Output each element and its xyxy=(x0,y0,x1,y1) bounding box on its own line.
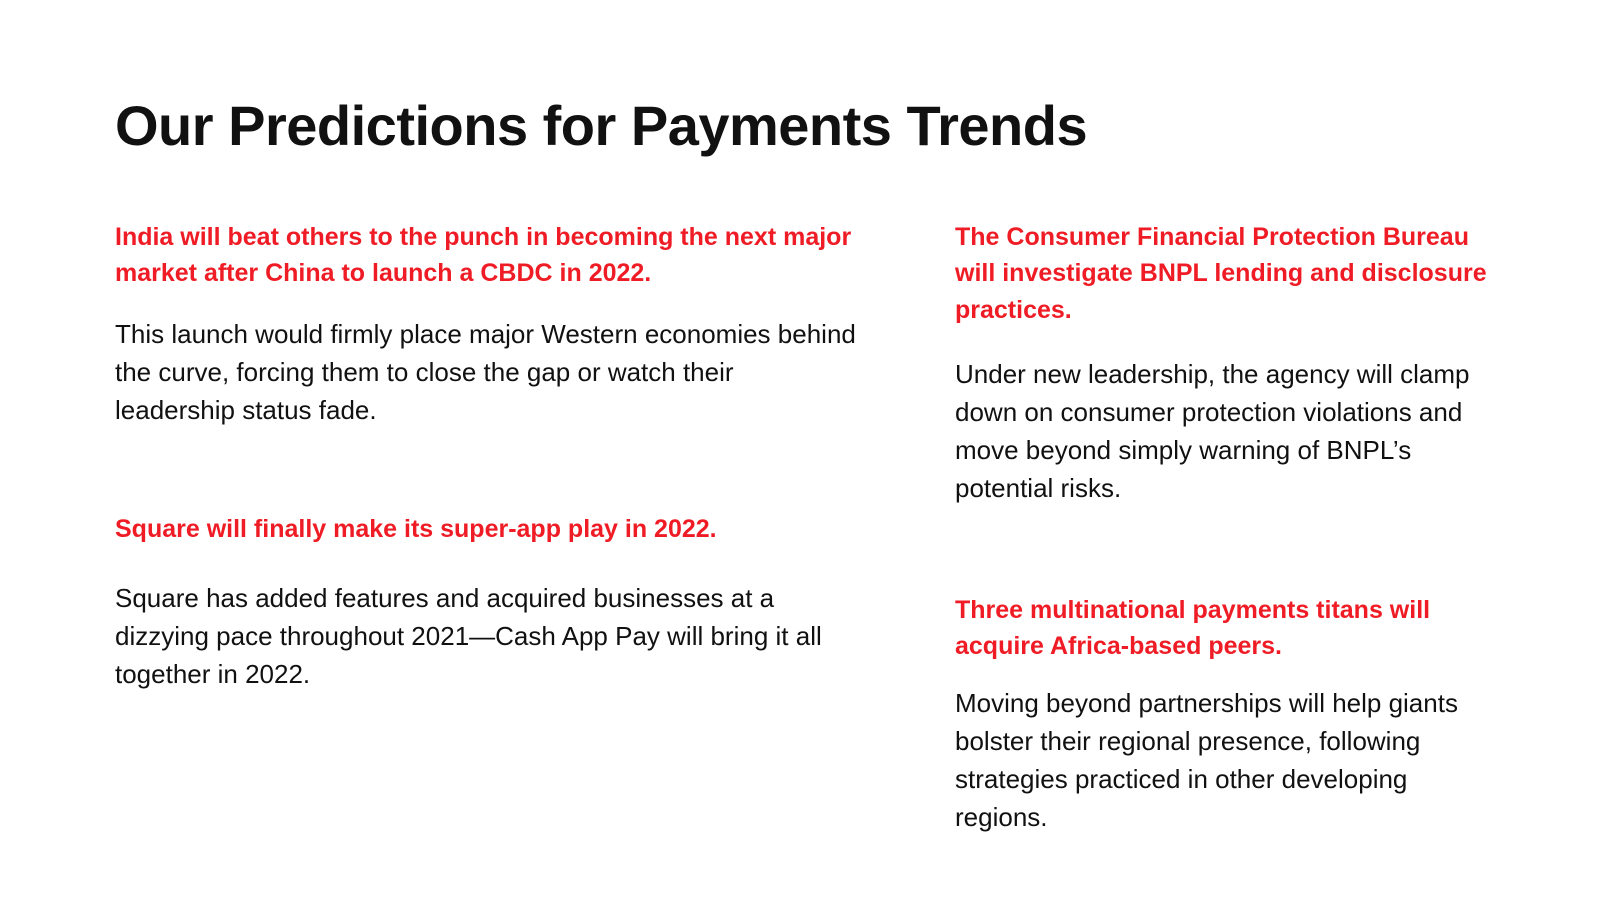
prediction-card xyxy=(115,511,860,693)
prediction-heading: The Consumer Financial Protection Bureau will investigate BNPL lending and disclosure practices. xyxy=(955,222,1487,324)
prediction-heading: Square will finally make its super-app play in 2022. xyxy=(115,515,717,544)
prediction-card xyxy=(955,592,1490,837)
prediction-heading: India will beat others to the punch in becoming the next major market after China to launch a CBDC in 2022. xyxy=(115,222,852,288)
predictions-column-right xyxy=(955,219,1490,837)
prediction-card xyxy=(955,219,1490,508)
predictions-column-left xyxy=(115,219,860,837)
prediction-body: Under new leadership, the agency will clamp down on consumer protection violations and move beyond simply warning of BNPL’s potential risks. xyxy=(955,359,1470,503)
prediction-body: This launch would firmly place major Western economies behind the curve, forcing them to close the gap or watch their leadership status fade. xyxy=(115,318,856,425)
prediction-body: Square has added features and acquired businesses at a dizzying pace throughout 2021—Cash App Pay will bring it all together in 2022. xyxy=(115,582,822,689)
prediction-body: Moving beyond partnerships will help giants bolster their regional presence, following strategies practiced in other developing regions. xyxy=(955,687,1458,832)
predictions-grid xyxy=(115,219,1490,837)
page-title: Our Predictions for Payments Trends xyxy=(115,94,1088,157)
prediction-heading: Three multinational payments titans will acquire Africa-based peers. xyxy=(955,595,1431,661)
prediction-card xyxy=(115,219,860,430)
